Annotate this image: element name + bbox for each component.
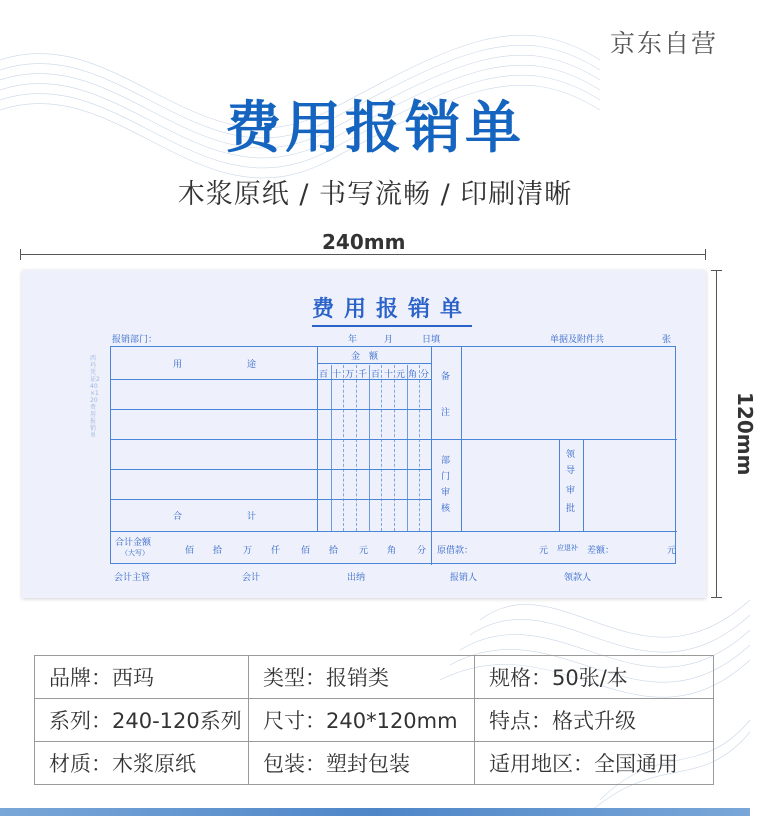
- spec-cell-type: 类型：报销类: [249, 656, 475, 699]
- unit-2: 万: [243, 546, 253, 556]
- digit-4: 百: [371, 370, 381, 380]
- form-grid: [110, 346, 676, 564]
- side-print-text: 西玛凭证240×120费用报销单: [90, 355, 100, 439]
- digit-6: 元: [396, 370, 406, 380]
- footer-accounting-supervisor: 会计主管: [114, 573, 151, 583]
- dept-review-0: 部: [441, 456, 451, 466]
- diff-label: 差额：: [587, 546, 615, 556]
- page-title: 费用报销单: [225, 96, 525, 161]
- brand-label: 京东自营: [609, 29, 718, 58]
- remark-1: 备: [441, 372, 451, 382]
- spec-cell-material: 材质：木浆原纸: [35, 742, 249, 785]
- day-label: 日填: [422, 335, 441, 345]
- daxie-label: （大写）: [121, 549, 149, 557]
- col-use-1: 用: [173, 360, 183, 370]
- leader-review-2: 审: [566, 486, 576, 496]
- spec-cell-brand: 品牌：西玛: [35, 656, 249, 699]
- attach-unit: 张: [662, 335, 672, 345]
- reimbursement-form: [22, 270, 706, 598]
- spec-cell-series: 系列：240-120系列: [35, 699, 249, 742]
- dept-review-3: 核: [441, 504, 451, 514]
- form-title: 费用报销单: [312, 292, 472, 327]
- leader-review-3: 批: [566, 504, 576, 514]
- month-label: 月: [384, 335, 394, 345]
- year-label: 年: [348, 335, 358, 345]
- borrowed-label: 原借款：: [437, 546, 474, 556]
- spec-cell-packaging: 包装：塑封包装: [249, 742, 475, 785]
- digit-0: 百: [319, 370, 329, 380]
- leader-review-0: 领: [566, 450, 576, 460]
- dept-review-1: 门: [441, 472, 451, 482]
- page-subtitle: 木浆原纸 / 书写流畅 / 印刷清晰: [177, 179, 573, 210]
- spec-cell-dimensions: 尺寸：240*120mm: [249, 699, 475, 742]
- spec-row: [35, 742, 714, 785]
- total-1: 合: [173, 512, 183, 522]
- digit-7: 角: [408, 370, 418, 380]
- unit-3: 仟: [271, 546, 281, 556]
- unit-0: 佰: [185, 546, 195, 556]
- digit-2: 万: [345, 370, 355, 380]
- footer-accountant: 会计: [242, 573, 261, 583]
- attach-label: 单据及附件共: [550, 335, 605, 345]
- total-2: 计: [247, 512, 257, 522]
- unit-6: 元: [359, 546, 369, 556]
- unit-1: 拾: [213, 546, 223, 556]
- dept-label: 报销部门：: [112, 335, 158, 345]
- digit-8: 分: [420, 370, 430, 380]
- height-label: 120mm: [733, 392, 757, 476]
- spec-cell-size-spec: 规格：50张/本: [475, 656, 714, 699]
- spec-table: [34, 655, 714, 785]
- col-amount: 金 额: [351, 352, 379, 362]
- spec-row: [35, 656, 714, 699]
- height-dimension-line: [716, 270, 717, 598]
- footer-cashier: 出纳: [347, 573, 366, 583]
- bottom-accent-bar: [0, 808, 750, 816]
- spec-row: [35, 699, 714, 742]
- unit-5: 拾: [329, 546, 339, 556]
- remark-2: 注: [441, 408, 451, 418]
- unit-4: 佰: [301, 546, 311, 556]
- digit-1: 十: [332, 370, 342, 380]
- footer-claimant: 报销人: [450, 573, 478, 583]
- digit-5: 十: [384, 370, 394, 380]
- col-use-2: 途: [247, 360, 257, 370]
- diff-yuan: 元: [667, 546, 677, 556]
- unit-7: 角: [387, 546, 397, 556]
- leader-review-1: 导: [566, 466, 576, 476]
- refund-label: 应退补: [557, 544, 578, 552]
- spec-cell-region: 适用地区：全国通用: [475, 742, 714, 785]
- unit-8: 分: [417, 546, 427, 556]
- spec-cell-feature: 特点：格式升级: [475, 699, 714, 742]
- dept-review-2: 审: [441, 488, 451, 498]
- width-label: 240mm: [322, 230, 406, 254]
- width-dimension-line: [20, 254, 706, 255]
- footer-payee: 领款人: [564, 573, 592, 583]
- total-amount-label: 合计金额: [115, 538, 152, 548]
- digit-3: 千: [358, 370, 368, 380]
- borrowed-yuan: 元: [539, 546, 549, 556]
